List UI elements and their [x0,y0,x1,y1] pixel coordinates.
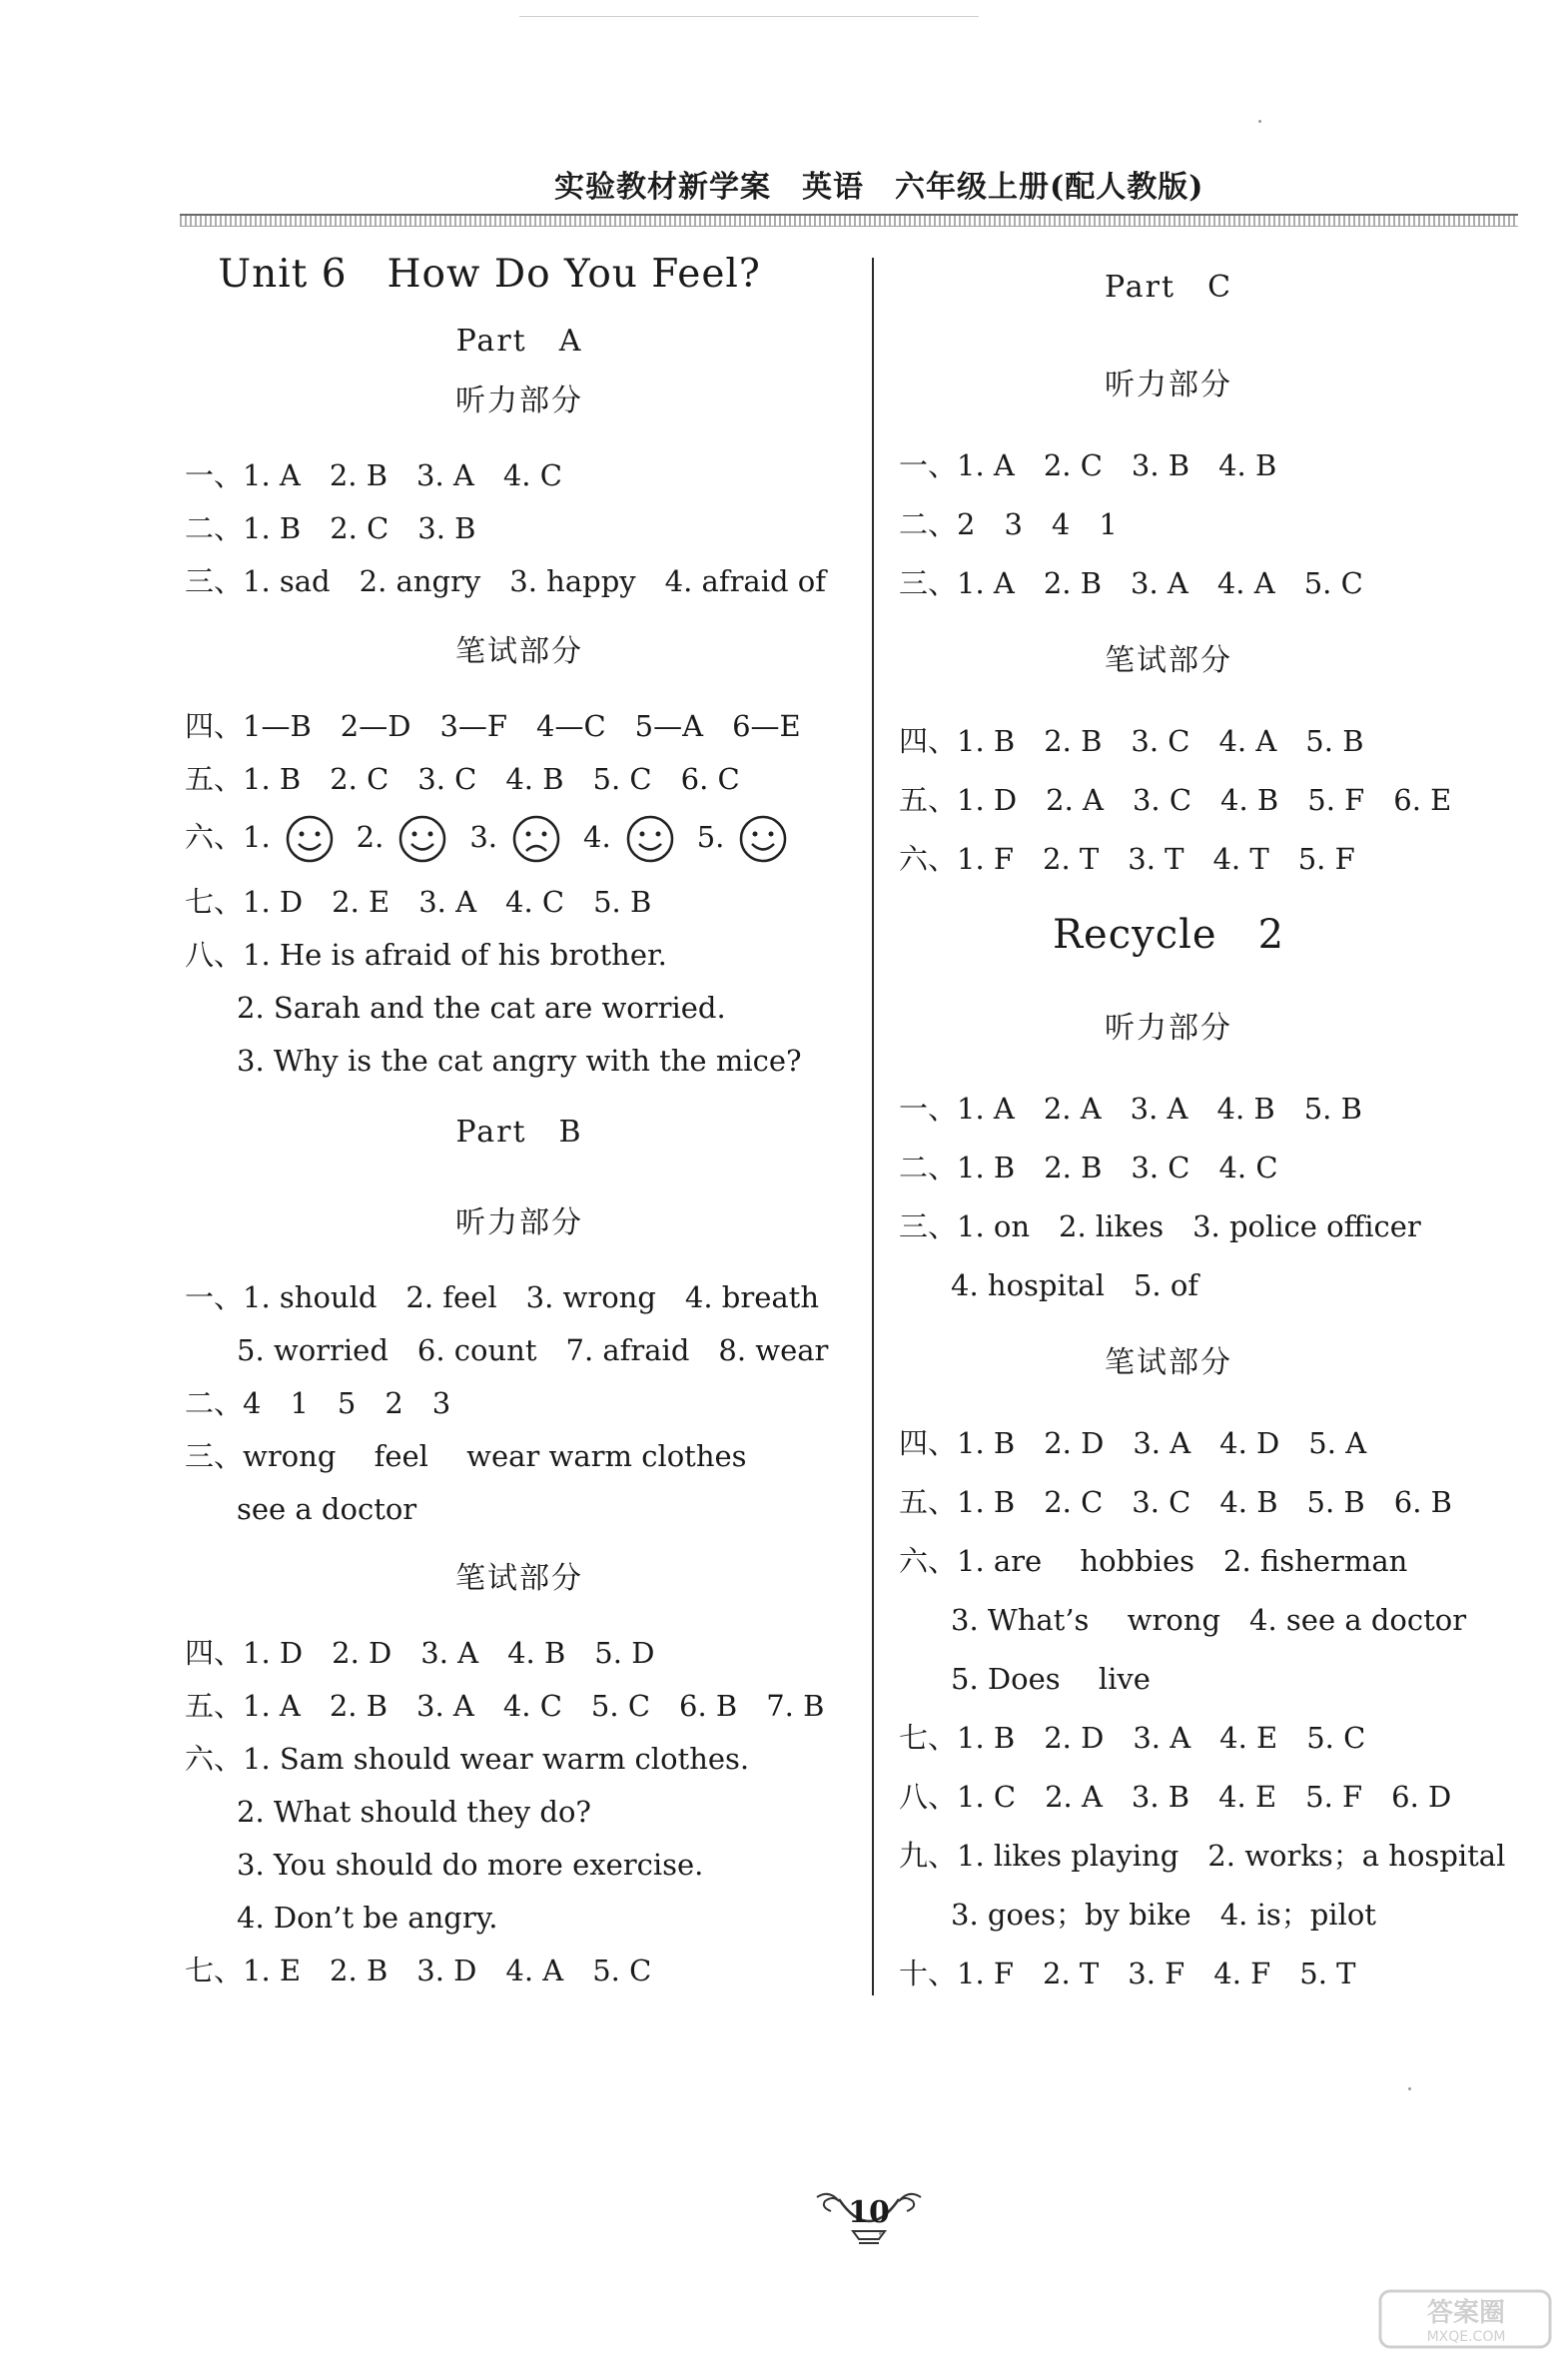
answer-line: 二、4 1 5 2 3 [185,1386,451,1420]
listening-heading: 听力部分 [1105,368,1232,402]
column-divider [872,258,874,1995]
answer-line: 4. hospital 5. of [951,1268,1199,1302]
answer-line: 二、1. B 2. B 3. C 4. C [899,1151,1278,1184]
svg-text:MXQE.COM: MXQE.COM [1426,2329,1506,2345]
answer-line: 一、1. A 2. C 3. B 4. B [899,448,1277,482]
part-b-heading: Part B [455,1115,583,1150]
smiley-face-icon [397,814,447,864]
answer-line: 3. Why is the cat angry with the mice? [237,1044,802,1078]
answer-line: 一、1. A 2. A 3. A 4. B 5. B [899,1092,1362,1126]
recycle-title: Recycle 2 [1052,912,1285,958]
written-heading: 笔试部分 [455,1561,583,1596]
answer-line: 八、1. C 2. A 3. B 4. E 5. F 6. D [899,1780,1452,1814]
listening-heading: 听力部分 [455,384,583,418]
answer-line: 五、1. B 2. C 3. C 4. B 5. B 6. B [899,1485,1452,1519]
faces-answer-row [185,814,810,864]
answer-line: 3. goes；by bike 4. is；pilot [951,1898,1376,1932]
running-header: 实验教材新学案 英语 六年级上册(配人教版) [554,170,1204,205]
answer-line: 4. Don’t be angry. [237,1901,498,1935]
answer-line: 五、1. D 2. A 3. C 4. B 5. F 6. E [899,783,1452,817]
scan-speck [879,2232,882,2235]
written-heading: 笔试部分 [1105,643,1232,678]
answer-line: 三、1. sad 2. angry 3. happy 4. afraid of [185,564,826,598]
top-rule [519,16,979,17]
page-number: 10 [848,2195,890,2230]
answer-line: 六、1. are hobbies 2. fisherman [899,1544,1408,1578]
answer-line: 六、1. Sam should wear warm clothes. [185,1742,750,1776]
answer-label: 六、1. [185,820,271,854]
smiley-face-icon [285,814,335,864]
answer-line: 5. Does live [951,1662,1151,1696]
unit-title: Unit 6 How Do You Feel? [218,252,761,297]
answer-line: 四、1. D 2. D 3. A 4. B 5. D [185,1636,655,1670]
part-c-heading: Part C [1104,270,1233,305]
answer-line: 二、1. B 2. C 3. B [185,511,476,545]
smiley-face-icon [738,814,788,864]
listening-heading: 听力部分 [1105,1011,1232,1046]
answer-label: 3. [469,820,498,854]
answer-line: 3. You should do more exercise. [237,1848,704,1882]
svg-text:答案圈: 答案圈 [1426,2298,1506,2328]
answer-line: 2. What should they do? [237,1795,591,1829]
answer-line: see a doctor [237,1492,417,1526]
sad-face-icon [511,814,561,864]
header-rule [180,214,1518,227]
answer-line: 二、2 3 4 1 [899,507,1118,541]
answer-line: 九、1. likes playing 2. works；a hospital [899,1839,1506,1873]
answer-line: 四、1—B 2—D 3—F 4—C 5—A 6—E [185,709,801,743]
part-a-heading: Part A [455,324,583,359]
listening-heading: 听力部分 [455,1205,583,1240]
answer-line: 十、1. F 2. T 3. F 4. F 5. T [899,1957,1356,1990]
answer-line: 八、1. He is afraid of his brother. [185,938,667,972]
scan-speck [1258,120,1261,123]
answer-line: 2. Sarah and the cat are worried. [237,991,726,1025]
scan-speck [1408,2087,1411,2090]
answer-line: 三、wrong feel wear warm clothes [185,1439,747,1473]
answer-line: 五、1. A 2. B 3. A 4. C 5. C 6. B 7. B [185,1689,825,1723]
answer-label: 5. [696,820,725,854]
answer-line: 六、1. F 2. T 3. T 4. T 5. F [899,842,1355,876]
answer-line: 四、1. B 2. B 3. C 4. A 5. B [899,724,1364,758]
answer-line: 三、1. A 2. B 3. A 4. A 5. C [899,566,1363,600]
answer-line: 3. What’s wrong 4. see a doctor [951,1603,1467,1637]
answer-line: 一、1. A 2. B 3. A 4. C [185,458,562,492]
answer-line: 一、1. should 2. feel 3. wrong 4. breath [185,1280,820,1314]
written-heading: 笔试部分 [1105,1345,1232,1380]
answer-line: 七、1. B 2. D 3. A 4. E 5. C [899,1721,1366,1755]
smiley-face-icon [625,814,675,864]
answer-line: 五、1. B 2. C 3. C 4. B 5. C 6. C [185,762,740,796]
answer-line: 七、1. E 2. B 3. D 4. A 5. C [185,1954,652,1987]
answer-line: 5. worried 6. count 7. afraid 8. wear [237,1333,829,1367]
answer-line: 四、1. B 2. D 3. A 4. D 5. A [899,1426,1367,1460]
answer-line: 三、1. on 2. likes 3. police officer [899,1209,1421,1243]
answer-label: 2. [356,820,385,854]
watermark-logo [1378,2287,1558,2351]
written-heading: 笔试部分 [455,634,583,669]
answer-label: 4. [583,820,611,854]
answer-line: 七、1. D 2. E 3. A 4. C 5. B [185,885,652,919]
